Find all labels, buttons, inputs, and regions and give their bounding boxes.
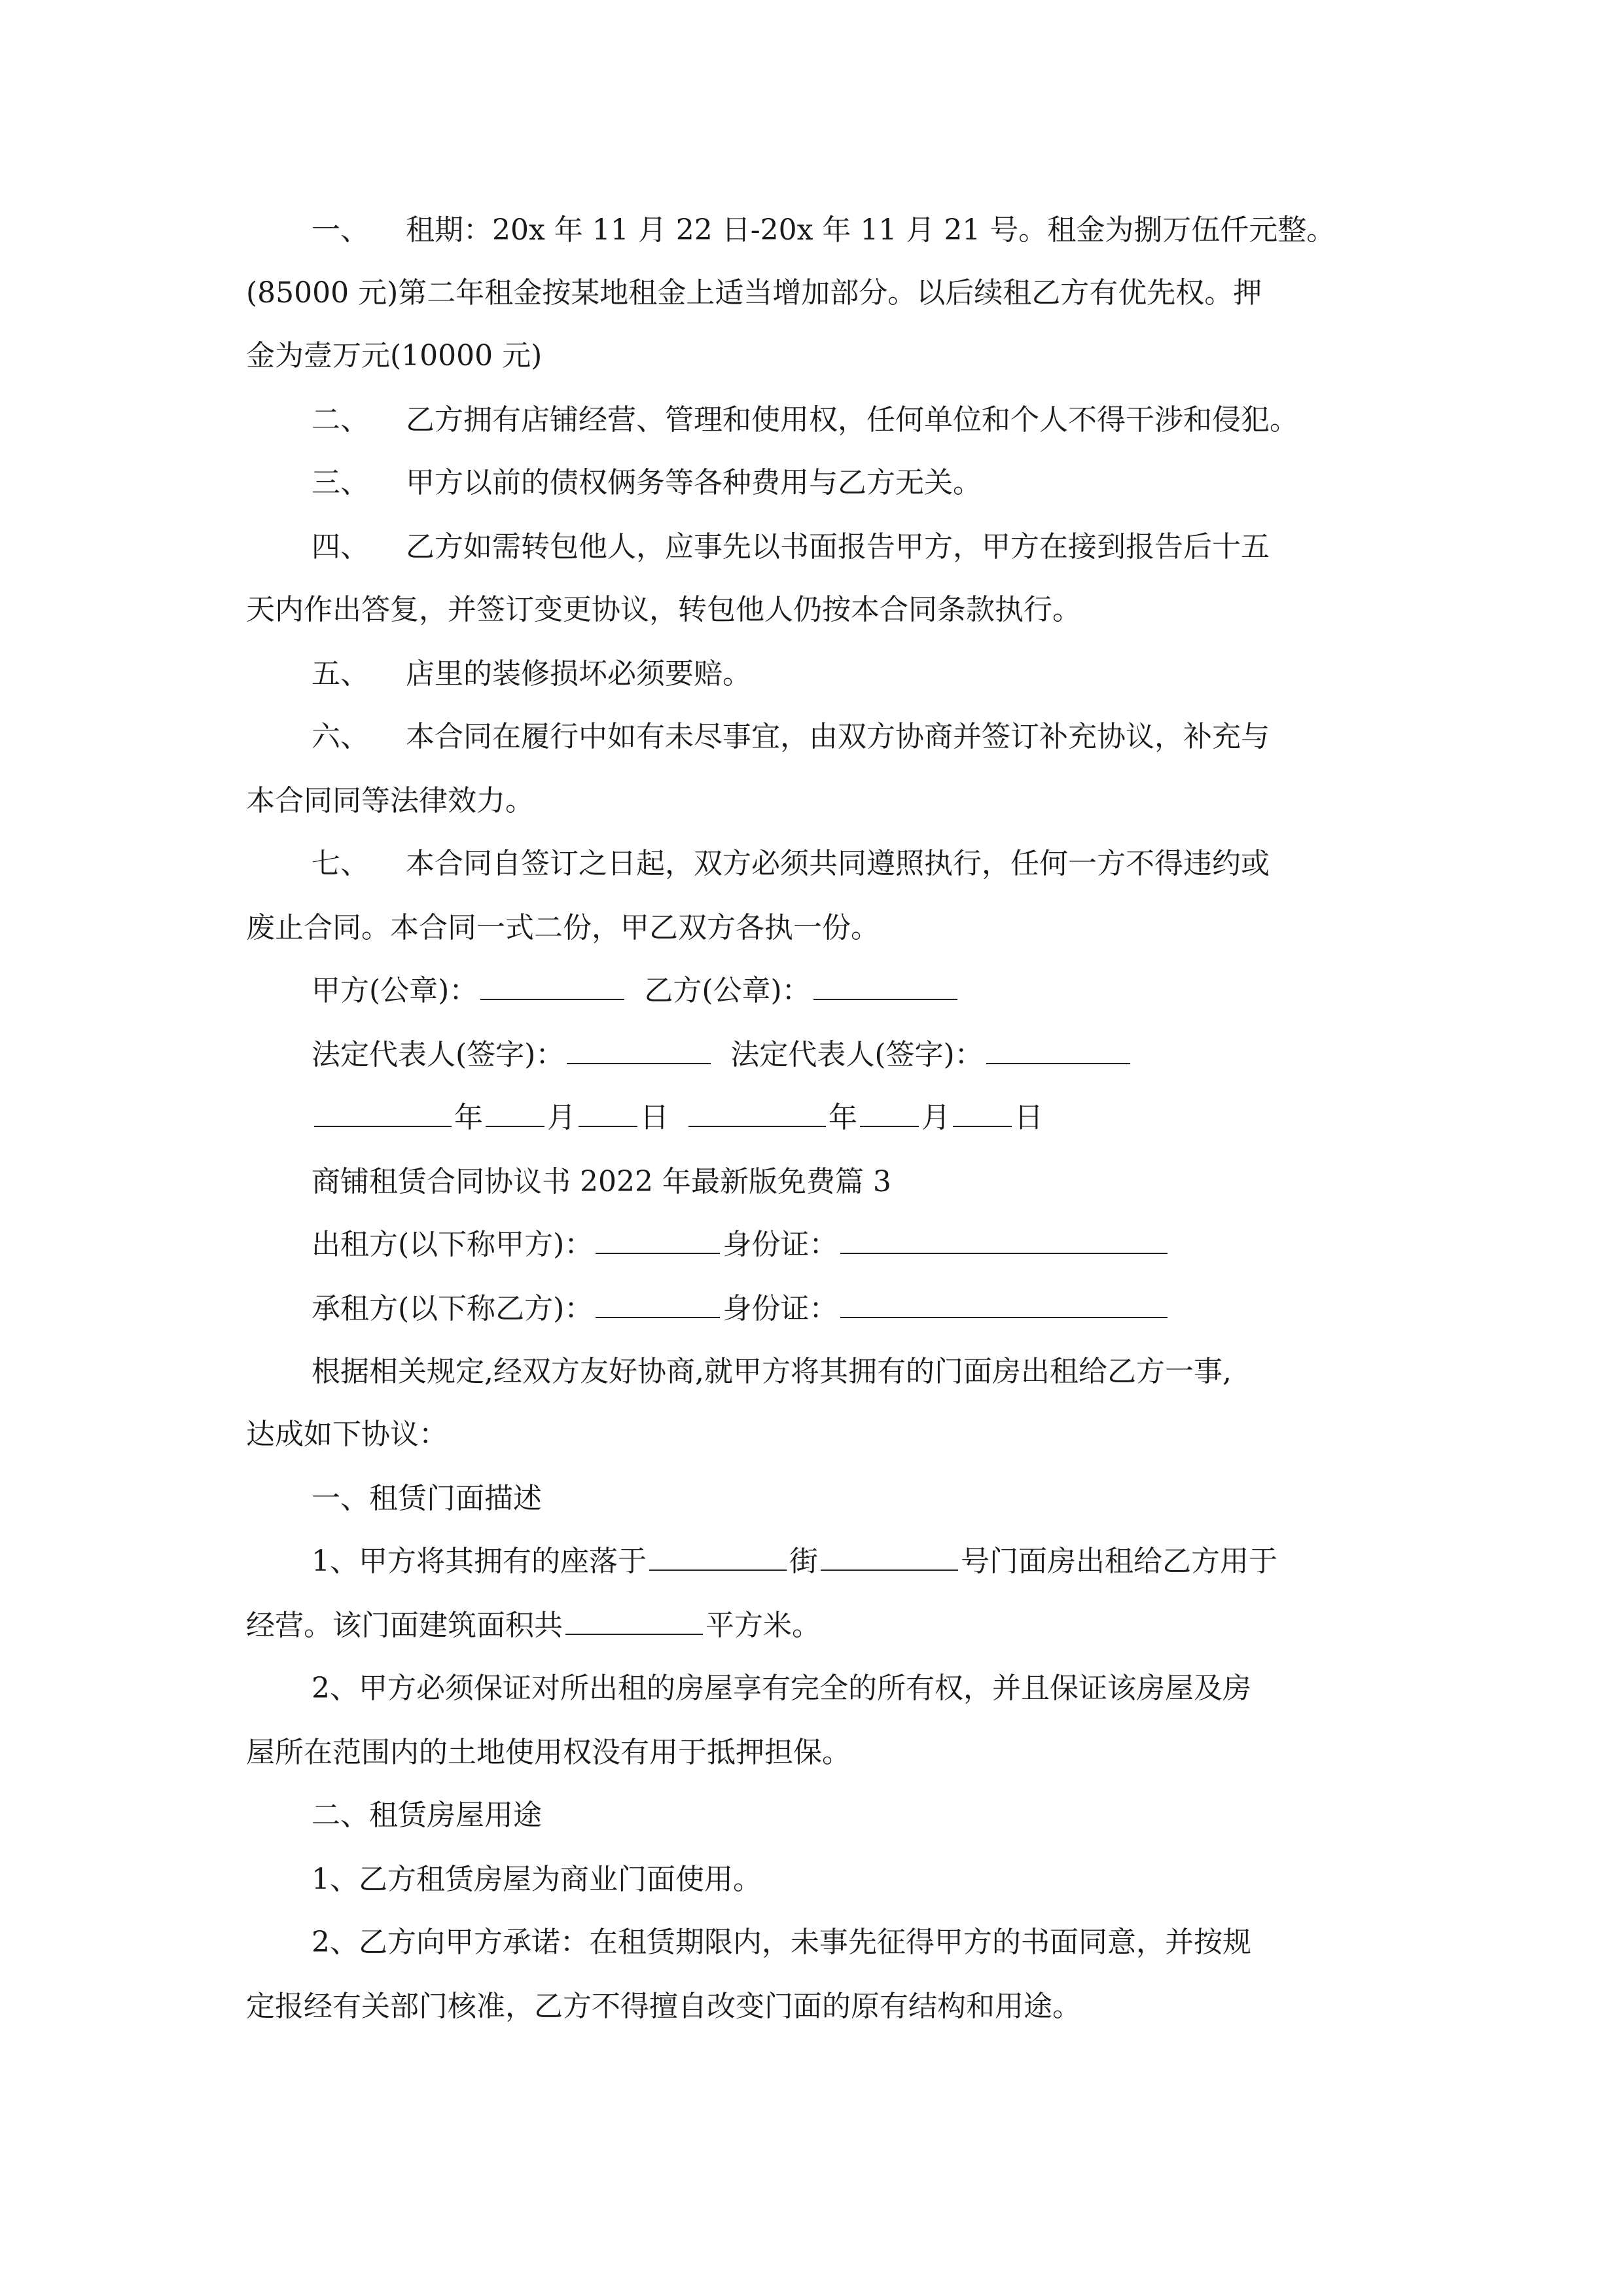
date-a-month-blank [486, 1097, 544, 1127]
clause-4-line-2 [246, 589, 1459, 631]
lessee-id-blank [840, 1288, 1168, 1318]
lessee-line [312, 1288, 1459, 1330]
clause-1-line-2 [246, 272, 1459, 314]
lessor-id-label: 身份证： [722, 1228, 838, 1261]
item-text: 街 [789, 1545, 818, 1578]
intro-line-2: 达成如下协议： [246, 1418, 448, 1451]
clause-number: 四、 [312, 530, 369, 564]
clause-text: 甲方以前的债权俩务等各种费用与乙方无关。 [406, 466, 982, 499]
section-2-title: 二、租赁房屋用途 [312, 1799, 542, 1832]
date-b-month-label: 月 [921, 1101, 950, 1134]
party-a-rep-blank [567, 1034, 711, 1064]
area-blank [565, 1605, 703, 1635]
section-1-item-2-line-1: 2、甲方必须保证对所出租的房屋享有完全的所有权，并且保证该房屋及房 [312, 1672, 1251, 1705]
date-a-month-label: 月 [547, 1101, 576, 1134]
date-a-day-blank [579, 1097, 637, 1127]
clause-text: 废止合同。本合同一式二份，甲乙双方各执一份。 [246, 911, 880, 944]
party-b-rep-label: 法定代表人(签字)： [730, 1038, 984, 1071]
clause-number: 六、 [312, 720, 369, 753]
section-2-item-2-line-1: 2、乙方向甲方承诺：在租赁期限内，未事先征得甲方的书面同意，并按规 [312, 1926, 1251, 1959]
clause-3 [312, 462, 1459, 504]
clause-1-line-3 [246, 335, 1459, 377]
party-b-seal-label: 乙方(公章)： [644, 974, 811, 1007]
clause-7-line-2 [246, 907, 1459, 949]
clause-number: 二、 [312, 403, 369, 437]
clause-number: 三、 [312, 466, 369, 499]
date-b-month-blank [860, 1097, 919, 1127]
clause-text: 本合同同等法律效力。 [246, 784, 534, 817]
seal-line [312, 970, 1459, 1012]
section-1-item-1-line-2 [246, 1605, 1459, 1647]
section-1-title: 一、租赁门面描述 [312, 1482, 542, 1515]
clause-number: 七、 [312, 847, 369, 880]
lessor-line [312, 1224, 1459, 1266]
item-text: 平方米。 [705, 1609, 821, 1642]
date-b-year-blank [688, 1097, 826, 1127]
lessor-id-blank [840, 1224, 1168, 1254]
clause-2 [312, 399, 1459, 441]
date-a-day-label: 日 [640, 1101, 669, 1134]
party-a-rep-label: 法定代表人(签字)： [312, 1038, 565, 1071]
lessor-label: 出租方(以下称甲方)： [312, 1228, 594, 1261]
date-b-year-label: 年 [829, 1101, 857, 1134]
clause-5 [312, 653, 1459, 695]
lessee-id-label: 身份证： [722, 1292, 838, 1325]
clause-text: 租期：20x 年 11 月 22 日-20x 年 11 月 21 号。租金为捌万伍仟元整。 [406, 213, 1336, 247]
item-text: 号门面房出租给乙方用于 [961, 1545, 1277, 1578]
date-b-day-blank [953, 1097, 1012, 1127]
clause-text: 乙方如需转包他人，应事先以书面报告甲方，甲方在接到报告后十五 [406, 530, 1270, 564]
item-text: 1、甲方将其拥有的座落于 [312, 1545, 647, 1578]
date-a-year-blank [314, 1097, 452, 1127]
clause-6-line-2 [246, 780, 1459, 822]
section-2-item-1: 1、乙方租赁房屋为商业门面使用。 [312, 1863, 762, 1896]
clause-text: (85000 元)第二年租金按某地租金上适当增加部分。以后续租乙方有优先权。押 [246, 276, 1262, 310]
clause-7-line-1 [312, 843, 1459, 885]
intro-line-1: 根据相关规定,经双方友好协商,就甲方将其拥有的门面房出租给乙方一事, [312, 1355, 1232, 1388]
party-a-seal-label: 甲方(公章)： [312, 974, 478, 1007]
clause-text: 金为壹万元(10000 元) [246, 339, 543, 372]
clause-text: 天内作出答复，并签订变更协议，转包他人仍按本合同条款执行。 [246, 593, 1081, 626]
lessee-label: 承租方(以下称乙方)： [312, 1292, 594, 1325]
date-b-day-label: 日 [1014, 1101, 1043, 1134]
street-blank [649, 1541, 787, 1571]
party-b-rep-blank [986, 1034, 1130, 1064]
lessee-name-blank [596, 1288, 720, 1318]
clause-number: 一、 [312, 213, 369, 247]
section-1-item-1-line-1 [312, 1541, 1459, 1583]
clause-text: 本合同自签订之日起，双方必须共同遵照执行，任何一方不得违约或 [406, 847, 1270, 880]
clause-text: 乙方拥有店铺经营、管理和使用权，任何单位和个人不得干涉和侵犯。 [406, 403, 1298, 437]
party-b-seal-blank [813, 970, 957, 1000]
section-2-item-2-line-2: 定报经有关部门核准，乙方不得擅自改变门面的原有结构和用途。 [246, 1990, 1081, 2023]
party-a-seal-blank [480, 970, 624, 1000]
date-line [312, 1097, 1459, 1139]
number-blank [821, 1541, 958, 1571]
clause-6-line-1 [312, 716, 1459, 758]
item-text: 经营。该门面建筑面积共 [246, 1609, 563, 1642]
clause-number: 五、 [312, 657, 369, 691]
date-a-year-label: 年 [454, 1101, 483, 1134]
clause-text: 店里的装修损坏必须要赔。 [406, 657, 751, 691]
clause-1-line-1 [312, 209, 1459, 251]
lessor-name-blank [596, 1224, 720, 1254]
representative-line [312, 1034, 1459, 1076]
clause-text: 本合同在履行中如有未尽事宜，由双方协商并签订补充协议，补充与 [406, 720, 1270, 753]
section-1-item-2-line-2: 屋所在范围内的土地使用权没有用于抵押担保。 [246, 1736, 851, 1769]
clause-4-line-1 [312, 526, 1459, 568]
section-title: 商铺租赁合同协议书 2022 年最新版免费篇 3 [312, 1165, 891, 1198]
